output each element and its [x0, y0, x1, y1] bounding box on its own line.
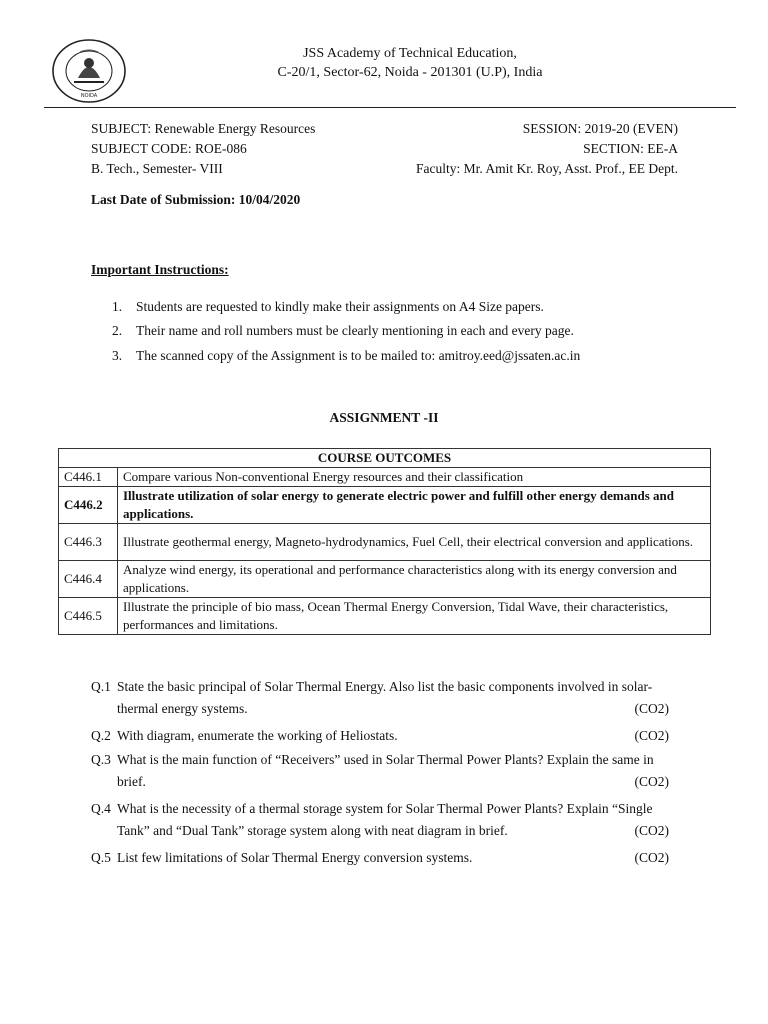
question-number: Q.1: [91, 679, 111, 694]
institution-name: JSS Academy of Technical Education,: [303, 46, 517, 61]
instruction-text: The scanned copy of the Assignment is to be mailed to: amitroy.eed@jssaten.ac.in: [136, 348, 581, 363]
question-5: [91, 850, 669, 866]
question-co: (CO2): [634, 823, 669, 838]
question-co: (CO2): [634, 728, 669, 743]
semester: B. Tech., Semester- VIII: [91, 161, 223, 176]
question-co: (CO2): [634, 701, 669, 716]
co-text: Illustrate geothermal energy, Magneto-hydrodynamics, Fuel Cell, their electrical conversion and applications.: [118, 524, 711, 561]
co-code: C446.1: [59, 468, 118, 487]
question-number: Q.3: [91, 752, 111, 767]
co-code: C446.4: [59, 561, 118, 598]
co-text: Illustrate the principle of bio mass, Ocean Thermal Energy Conversion, Tidal Wave, their characteristics, performances and limitations.: [118, 598, 711, 635]
question-2: [91, 728, 669, 744]
meta-row-3: [91, 161, 678, 177]
course-outcomes-table: [58, 448, 711, 635]
instructions-heading: Important Instructions:: [91, 262, 229, 277]
instruction-number: 1.: [112, 299, 123, 314]
question-text-cont: thermal energy systems.: [117, 701, 248, 716]
subject-code: SUBJECT CODE: ROE-086: [91, 141, 247, 156]
co-code: C446.3: [59, 524, 118, 561]
header-divider: [44, 107, 736, 108]
question-text: What is the necessity of a thermal storage system for Solar Thermal Power Plants? Explain “Single: [117, 801, 653, 816]
question-3: [91, 752, 669, 790]
co-code: C446.5: [59, 598, 118, 635]
submission-deadline: Last Date of Submission: 10/04/2020: [91, 192, 301, 207]
question-text: With diagram, enumerate the working of Heliostats.: [117, 728, 398, 743]
question-co: (CO2): [634, 850, 669, 865]
svg-text:NOIDA: NOIDA: [80, 93, 98, 99]
table-row: [59, 598, 711, 635]
co-text: Illustrate utilization of solar energy to generate electric power and fulfill other energy demands and applications.: [118, 487, 711, 524]
institution-address: C-20/1, Sector-62, Noida - 201301 (U.P), India: [277, 65, 543, 80]
question-number: Q.5: [91, 850, 111, 865]
instruction-item: [112, 348, 580, 364]
co-text: Analyze wind energy, its operational and performance characteristics along with its energy conversion and applications.: [118, 561, 711, 598]
question-number: Q.4: [91, 801, 111, 816]
instruction-item: [112, 299, 544, 315]
question-text-cont: Tank” and “Dual Tank” storage system along with neat diagram in brief.: [117, 823, 508, 838]
question-1: [91, 679, 669, 717]
question-number: Q.2: [91, 728, 111, 743]
section: SECTION: EE-A: [583, 141, 678, 156]
instruction-text: Their name and roll numbers must be clearly mentioning in each and every page.: [136, 323, 574, 338]
table-header: COURSE OUTCOMES: [59, 449, 711, 468]
table-row: [59, 524, 711, 561]
table-row: [59, 487, 711, 524]
instruction-item: [112, 323, 574, 339]
faculty: Faculty: Mr. Amit Kr. Roy, Asst. Prof., EE Dept.: [415, 161, 678, 176]
question-text: List few limitations of Solar Thermal Energy conversion systems.: [117, 850, 473, 865]
meta-row-2: [91, 141, 678, 157]
assignment-title: ASSIGNMENT -II: [329, 410, 439, 425]
institution-logo: [50, 38, 128, 104]
question-text: State the basic principal of Solar Thermal Energy. Also list the basic components involved in solar-: [117, 679, 653, 694]
table-row: [59, 561, 711, 598]
instruction-number: 2.: [112, 323, 123, 338]
question-text-cont: brief.: [117, 774, 146, 789]
question-4: [91, 801, 669, 839]
co-text: Compare various Non-conventional Energy resources and their classification: [118, 468, 711, 487]
subject: SUBJECT: Renewable Energy Resources: [91, 121, 316, 136]
session: SESSION: 2019-20 (EVEN): [522, 121, 678, 136]
question-text: What is the main function of “Receivers” used in Solar Thermal Power Plants? Explain the same in: [117, 752, 654, 767]
question-co: (CO2): [634, 774, 669, 789]
instruction-number: 3.: [112, 348, 123, 363]
instruction-text: Students are requested to kindly make their assignments on A4 Size papers.: [136, 299, 544, 314]
meta-row-1: [91, 121, 678, 137]
co-code: C446.2: [59, 487, 118, 524]
table-row: [59, 468, 711, 487]
